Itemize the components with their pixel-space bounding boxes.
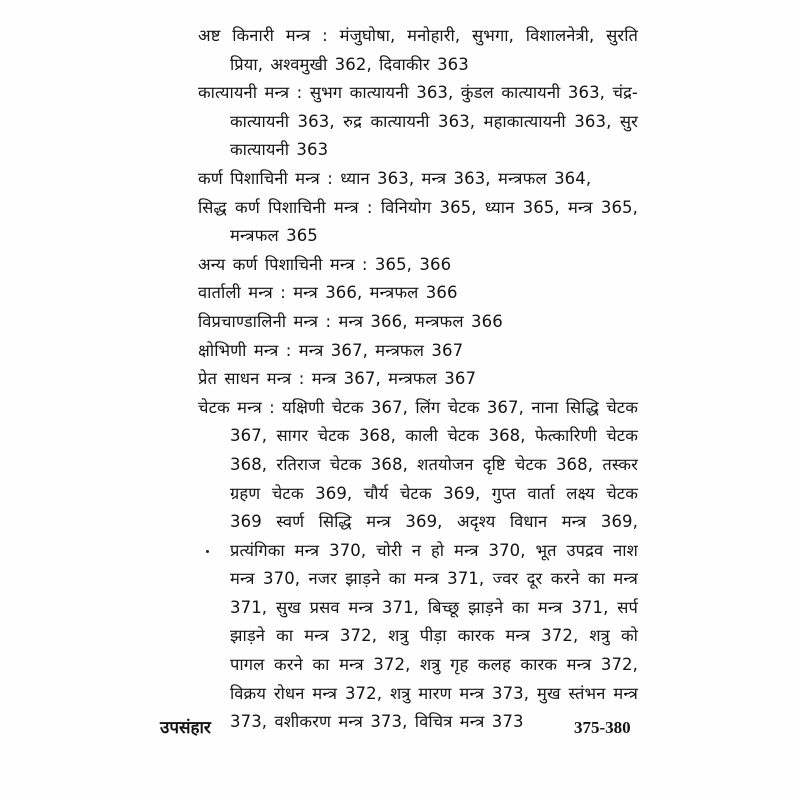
index-entry-viprachandalini: विप्रचाण्डालिनी मन्त्र : मन्त्र 366, मन्त्रफल 366	[198, 311, 503, 331]
section-title: उपसंहार	[160, 718, 211, 738]
index-entry-chetak: चेटक मन्त्र : यक्षिणी चेटक 367, लिंग चेटक 367, नाना सिद्धि चेटक 367, सागर चेटक 368, काली चेटक 368, फेत्कारिणी चेटक 368, रतिराज चेटक 368, शतयोजन दृष्टि चेटक 368, तस्कर ग्रहण चेटक 369, चौर्य चेटक 369, गुप्त वार्ता लक्ष्य चेटक 369 स्वर्ण सिद्धि मन्त्र 369, अदृश्य विधान मन्त्र 369, प्रत्यंगिका मन्त्र 370, चोरी न हो मन्त्र 370, भूत उपद्रव नाश मन्त्र 370, नजर झाड़ने का मन्त्र 371, ज्वर दूर करने का मन्त्र 371, सुख प्रसव मन्त्र 371, बिच्छू झाड़ने का मन्त्र 371, सर्प झाड़ने का मन्त्र 372, शत्रु पीड़ा कारक मन्त्र 372, शत्रु को पागल करने का मन्त्र 372, शत्रु गृह कलह कारक मन्त्र 372, विक्रय रोधन मन्त्र 372, शत्रु मारण मन्त्र 373, मुख स्तंभन मन्त्र 373, वशीकरण मन्त्र 373, विचित्र मन्त्र 373	[198, 397, 638, 732]
index-entry-katyayani: कात्यायनी मन्त्र : सुभग कात्यायनी 363, कुंडल कात्यायनी 363, चंद्र-कात्यायनी 363, रुद्र कात्यायनी 363, महाकात्यायनी 363, सुर कात्यायनी 363	[198, 83, 638, 160]
index-entry-vartali: वार्ताली मन्त्र : मन्त्र 366, मन्त्रफल 366	[198, 283, 458, 303]
page-range: 375-380	[574, 718, 631, 737]
index-entry-pret-sadhan: प्रेत साधन मन्त्र : मन्त्र 367, मन्त्रफल 367	[198, 369, 477, 389]
index-entry-karna-pishachini: कर्ण पिशाचिनी मन्त्र : ध्यान 363, मन्त्र 363, मन्त्रफल 364,	[198, 168, 592, 188]
index-entry-anya-karna-pishachini: अन्य कर्ण पिशाचिनी मन्त्र : 365, 366	[198, 254, 452, 274]
print-speck	[206, 550, 209, 553]
index-entry-kshobhini: क्षोभिणी मन्त्र : मन्त्र 367, मन्त्रफल 367	[198, 340, 464, 360]
index-entries	[198, 22, 638, 737]
index-entry-siddha-karna-pishachini: सिद्ध कर्ण पिशाचिनी मन्त्र : विनियोग 365, ध्यान 365, मन्त्र 365, मन्त्रफल 365	[198, 197, 638, 246]
index-entry-ashta-kinari: अष्ट किनारी मन्त्र : मंजुघोषा, मनोहारी, सुभगा, विशालनेत्री, सुरति प्रिया, अश्वमुखी 362, दिवाकीर 363	[198, 26, 638, 74]
